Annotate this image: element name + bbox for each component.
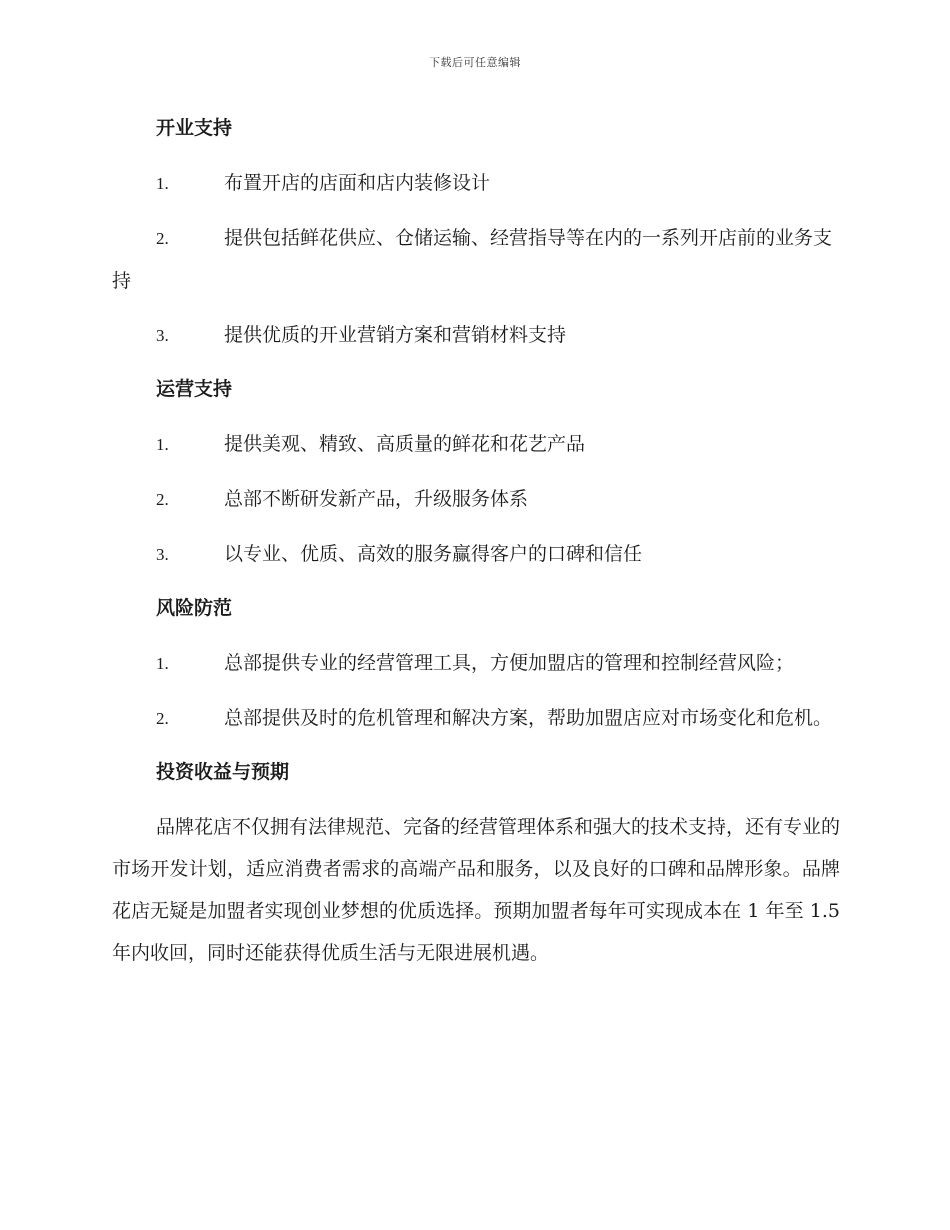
list-number: 3. [156, 326, 169, 345]
section-risk-prevention [112, 588, 840, 752]
list-number: 1. [156, 174, 169, 193]
list-item [112, 478, 840, 521]
list-text: 以专业、优质、高效的服务赢得客户的口碑和信任 [224, 543, 643, 565]
list-item [112, 423, 840, 466]
list-item [112, 217, 840, 302]
list-item [112, 642, 840, 685]
list-number: 2. [156, 709, 169, 728]
section-operation-support [112, 369, 840, 588]
list-text: 提供美观、精致、高质量的鲜花和花艺产品 [224, 433, 586, 455]
list-item [112, 697, 840, 740]
list-item [112, 314, 840, 357]
list-text: 总部提供及时的危机管理和解决方案，帮助加盟店应对市场变化和危机。 [224, 707, 833, 729]
list-text: 总部提供专业的经营管理工具，方便加盟店的管理和控制经营风险； [224, 652, 795, 674]
list-text: 提供包括鲜花供应、仓储运输、经营指导等在内的一系列开店前的业务支持 [112, 227, 833, 292]
list-number: 3. [156, 545, 169, 564]
section-heading: 风险防范 [156, 597, 233, 619]
section-heading: 运营支持 [156, 378, 233, 400]
section-heading: 开业支持 [156, 117, 233, 139]
list-text: 总部不断研发新产品，升级服务体系 [224, 488, 529, 510]
list-text: 提供优质的开业营销方案和营销材料支持 [224, 324, 567, 346]
section-investment-return [112, 752, 840, 974]
section-opening-support [112, 108, 840, 369]
list-item [112, 533, 840, 576]
list-number: 2. [156, 490, 169, 509]
list-number: 1. [156, 654, 169, 673]
header-note: 下载后可任意编辑 [429, 56, 521, 69]
list-number: 1. [156, 435, 169, 454]
body-paragraph: 品牌花店不仅拥有法律规范、完备的经营管理体系和强大的技术支持，还有专业的市场开发计划，适应消费者需求的高端产品和服务，以及良好的口碑和品牌形象。品牌花店无疑是加盟者实现创业梦想的优质选择。预期加盟者每年可实现成本在 1 年至 1.5 年内收回，同时还能获得优质生活与无限进展机遇。 [112, 816, 841, 964]
list-number: 2. [156, 229, 169, 248]
document-body [112, 108, 840, 974]
list-item [112, 162, 840, 205]
section-heading: 投资收益与预期 [156, 761, 290, 783]
list-text: 布置开店的店面和店内装修设计 [224, 172, 491, 194]
